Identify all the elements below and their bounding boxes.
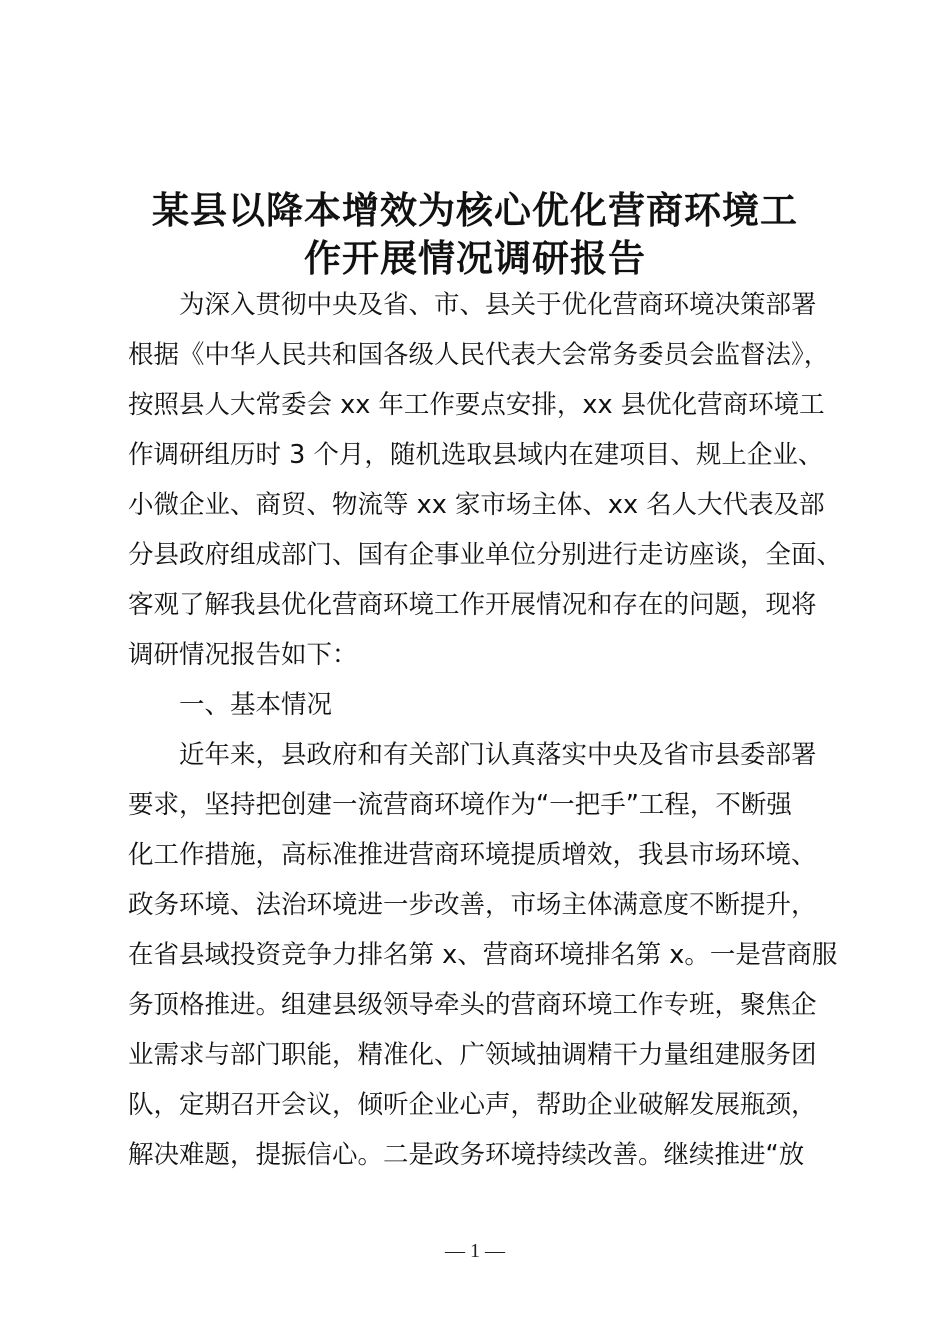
body-line-3: 按照县人大常委会 xx 年工作要点安排，xx 县优化营商环境工 bbox=[128, 390, 825, 420]
body-line-14: 在省县域投资竞争力排名第 x、营商环境排名第 x。一是营商服 bbox=[128, 940, 838, 970]
body-line-5: 小微企业、商贸、物流等 xx 家市场主体、xx 名人大代表及部 bbox=[128, 490, 825, 520]
body-line-16: 业需求与部门职能，精准化、广领域抽调精干力量组建服务团 bbox=[128, 1040, 817, 1070]
page-number: — 1 — bbox=[445, 1240, 505, 1262]
document-title-line-2: 作开展情况调研报告 bbox=[304, 236, 646, 280]
body-line-18: 解决难题，提振信心。二是政务环境持续改善。继续推进“放 bbox=[128, 1140, 805, 1170]
body-line-11: 要求，坚持把创建一流营商环境作为“一把手”工程，不断强 bbox=[128, 790, 792, 820]
body-line-6: 分县政府组成部门、国有企事业单位分别进行走访座谈，全面、 bbox=[128, 540, 843, 570]
body-line-2: 根据《中华人民共和国各级人民代表大会常务委员会监督法》， bbox=[128, 340, 830, 370]
body-line-1: 为深入贯彻中央及省、市、县关于优化营商环境决策部署 bbox=[179, 290, 817, 320]
document-title-line-1: 某县以降本增效为核心优化营商环境工 bbox=[152, 188, 798, 232]
body-line-13: 政务环境、法治环境进一步改善，市场主体满意度不断提升， bbox=[128, 890, 817, 920]
body-line-4: 作调研组历时 3 个月，随机选取县域内在建项目、规上企业、 bbox=[128, 440, 824, 470]
body-line-17: 队，定期召开会议，倾听企业心声，帮助企业破解发展瓶颈， bbox=[128, 1090, 817, 1120]
section-heading: 一、基本情况 bbox=[179, 690, 333, 720]
body-line-7: 客观了解我县优化营商环境工作开展情况和存在的问题，现将 bbox=[128, 590, 817, 620]
body-line-8: 调研情况报告如下： bbox=[128, 640, 358, 670]
body-line-15: 务顶格推进。组建县级领导牵头的营商环境工作专班，聚焦企 bbox=[128, 990, 817, 1020]
body-line-10: 近年来，县政府和有关部门认真落实中央及省市县委部署 bbox=[179, 740, 817, 770]
body-line-12: 化工作措施，高标准推进营商环境提质增效，我县市场环境、 bbox=[128, 840, 817, 870]
